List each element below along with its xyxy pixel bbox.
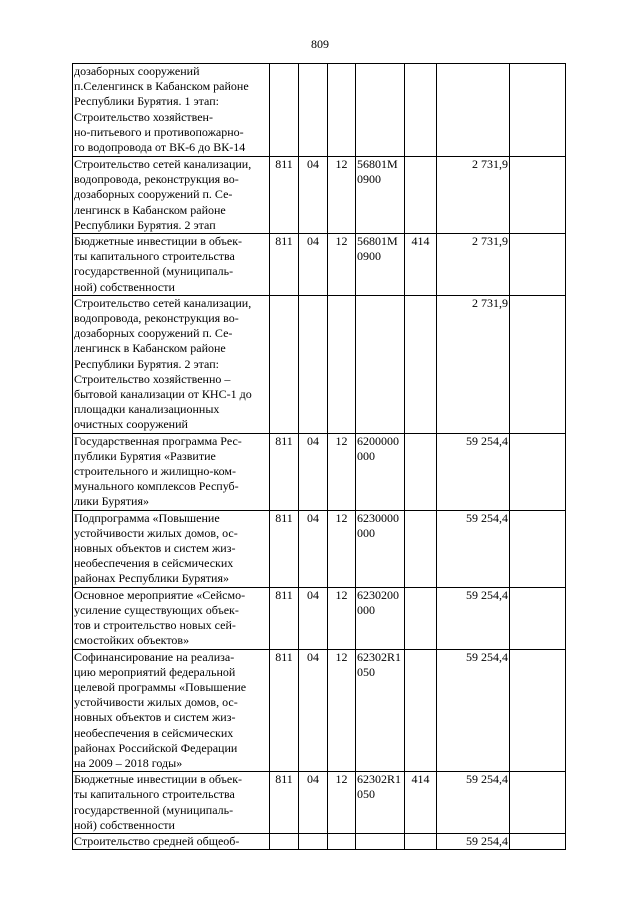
expense-type-cell: 414 xyxy=(405,772,437,834)
ministry-code-cell: 811 xyxy=(270,649,299,772)
subsection-code-cell: 12 xyxy=(328,510,356,587)
row-name-cell: Софинансирование на реализа- цию мероприятий федеральной целевой программы «Повышение устойчивости жилых домов, ос- новных объектов и систем жиз- необеспечения в сейсмических районах Российской Федерации на 2009 – 2018 годы» xyxy=(73,649,270,772)
row-name-cell: Бюджетные инвестиции в объек- ты капитального строительства государственной (муниципаль- ной) собственности xyxy=(73,234,270,296)
row-name-cell: Государственная программа Рес- публики Бурятия «Развитие строительного и жилищно-ком- мунального комплексов Респуб- лики Бурятия» xyxy=(73,433,270,510)
row-name-cell: Подпрограмма «Повышение устойчивости жилых домов, ос- новных объектов и систем жиз- необеспечения в сейсмических районах Республики Бурятия» xyxy=(73,510,270,587)
extra-cell xyxy=(510,433,566,510)
table-row xyxy=(73,833,566,849)
row-name-cell: Строительство средней общеоб- xyxy=(73,833,270,849)
ministry-code-cell: 811 xyxy=(270,157,299,234)
subsection-code-cell: 12 xyxy=(328,772,356,834)
ministry-code-cell: 811 xyxy=(270,510,299,587)
expense-type-cell xyxy=(405,64,437,157)
extra-cell xyxy=(510,649,566,772)
section-code-cell xyxy=(299,833,328,849)
extra-cell xyxy=(510,587,566,649)
target-code-cell: 62302R1 050 xyxy=(356,649,405,772)
expense-type-cell xyxy=(405,649,437,772)
table-body xyxy=(73,64,566,850)
table-row xyxy=(73,64,566,157)
target-code-cell: 6230200 000 xyxy=(356,587,405,649)
subsection-code-cell: 12 xyxy=(328,649,356,772)
sum-cell: 59 254,4 xyxy=(437,510,510,587)
sum-cell: 59 254,4 xyxy=(437,833,510,849)
section-code-cell xyxy=(299,295,328,433)
section-code-cell: 04 xyxy=(299,234,328,296)
page-number: 809 xyxy=(311,37,329,51)
table-row xyxy=(73,649,566,772)
extra-cell xyxy=(510,295,566,433)
sum-cell: 59 254,4 xyxy=(437,772,510,834)
table-row xyxy=(73,234,566,296)
target-code-cell: 56801М 0900 xyxy=(356,157,405,234)
ministry-code-cell xyxy=(270,295,299,433)
expense-type-cell xyxy=(405,295,437,433)
sum-cell: 59 254,4 xyxy=(437,649,510,772)
expense-type-cell xyxy=(405,587,437,649)
table-row xyxy=(73,295,566,433)
extra-cell xyxy=(510,510,566,587)
target-code-cell: 6230000 000 xyxy=(356,510,405,587)
table-row xyxy=(73,157,566,234)
target-code-cell: 62302R1 050 xyxy=(356,772,405,834)
table-row xyxy=(73,433,566,510)
ministry-code-cell: 811 xyxy=(270,234,299,296)
budget-table xyxy=(72,63,566,850)
section-code-cell: 04 xyxy=(299,649,328,772)
extra-cell xyxy=(510,833,566,849)
subsection-code-cell xyxy=(328,295,356,433)
section-code-cell xyxy=(299,64,328,157)
target-code-cell xyxy=(356,295,405,433)
expense-type-cell xyxy=(405,433,437,510)
target-code-cell xyxy=(356,833,405,849)
table-row xyxy=(73,510,566,587)
sum-cell: 2 731,9 xyxy=(437,157,510,234)
extra-cell xyxy=(510,64,566,157)
subsection-code-cell: 12 xyxy=(328,157,356,234)
ministry-code-cell: 811 xyxy=(270,772,299,834)
row-name-cell: Строительство сетей канализации, водопровода, реконструкция во- дозаборных сооружений п. Се- ленгинск в Кабанском районе Республики Бурятия. 2 этап xyxy=(73,157,270,234)
subsection-code-cell xyxy=(328,833,356,849)
row-name-cell: Строительство сетей канализации, водопровода, реконструкция во- дозаборных сооружений п. Се- ленгинск в Кабанском районе Республики Бурятия. 2 этап: Строительство хозяйственно – бытовой канализации от КНС-1 до площадки канализационных очистных сооружений xyxy=(73,295,270,433)
ministry-code-cell xyxy=(270,833,299,849)
expense-type-cell: 414 xyxy=(405,234,437,296)
sum-cell: 2 731,9 xyxy=(437,234,510,296)
row-name-cell: Бюджетные инвестиции в объек- ты капитального строительства государственной (муниципаль- ной) собственности xyxy=(73,772,270,834)
sum-cell xyxy=(437,64,510,157)
extra-cell xyxy=(510,234,566,296)
table-row xyxy=(73,587,566,649)
row-name-cell: дозаборных сооружений п.Селенгинск в Кабанском районе Республики Бурятия. 1 этап: Строительство хозяйствен- но-питьевого и противопожарно- го водопровода от ВК-6 до ВК-14 xyxy=(73,64,270,157)
sum-cell: 59 254,4 xyxy=(437,587,510,649)
table-row xyxy=(73,772,566,834)
section-code-cell: 04 xyxy=(299,157,328,234)
target-code-cell xyxy=(356,64,405,157)
target-code-cell: 6200000 000 xyxy=(356,433,405,510)
subsection-code-cell: 12 xyxy=(328,234,356,296)
subsection-code-cell: 12 xyxy=(328,587,356,649)
sum-cell: 59 254,4 xyxy=(437,433,510,510)
target-code-cell: 56801М 0900 xyxy=(356,234,405,296)
section-code-cell: 04 xyxy=(299,433,328,510)
section-code-cell: 04 xyxy=(299,510,328,587)
expense-type-cell xyxy=(405,833,437,849)
row-name-cell: Основное мероприятие «Сейсмо- усиление существующих объек- тов и строительство новых сей- смостойких объектов» xyxy=(73,587,270,649)
sum-cell: 2 731,9 xyxy=(437,295,510,433)
subsection-code-cell: 12 xyxy=(328,433,356,510)
ministry-code-cell: 811 xyxy=(270,587,299,649)
ministry-code-cell xyxy=(270,64,299,157)
expense-type-cell xyxy=(405,157,437,234)
expense-type-cell xyxy=(405,510,437,587)
extra-cell xyxy=(510,157,566,234)
section-code-cell: 04 xyxy=(299,587,328,649)
ministry-code-cell: 811 xyxy=(270,433,299,510)
subsection-code-cell xyxy=(328,64,356,157)
section-code-cell: 04 xyxy=(299,772,328,834)
extra-cell xyxy=(510,772,566,834)
